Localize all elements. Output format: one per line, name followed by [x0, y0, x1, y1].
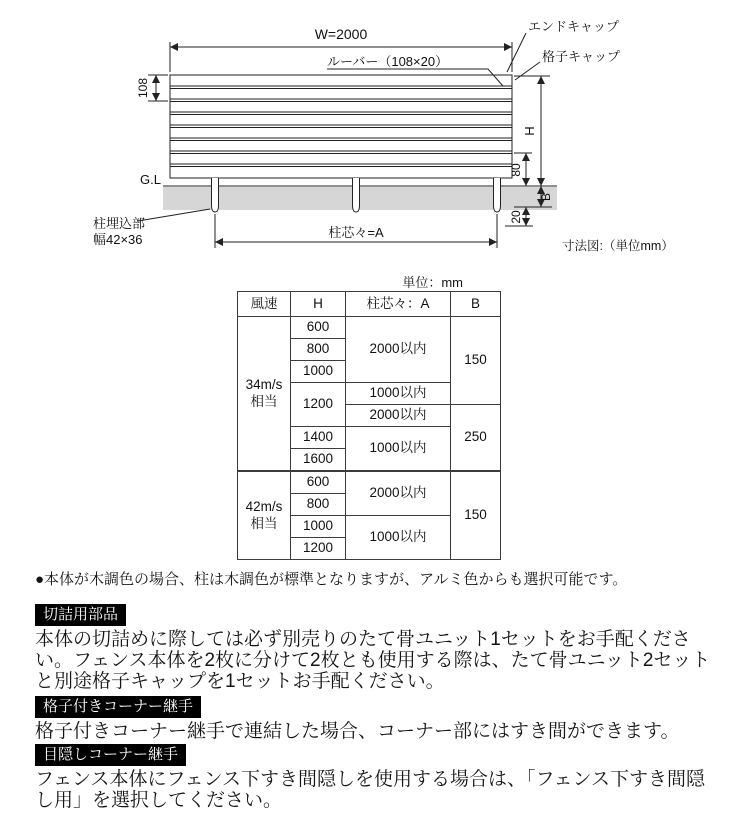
dim-b-label: B	[539, 192, 553, 202]
dim-20-label: 20	[509, 210, 523, 224]
h-cell: 1600	[291, 449, 346, 472]
post	[353, 178, 360, 212]
wind-spec-table	[237, 291, 501, 560]
table-unit-label: 単位：mm	[402, 275, 463, 290]
a-cell: 2000以内	[346, 405, 451, 427]
fence-dimension-diagram	[0, 0, 740, 268]
table-header-row	[238, 292, 501, 317]
h-cell: 600	[291, 471, 346, 494]
col-header-h: H	[291, 292, 346, 317]
spec-table-wrap	[237, 291, 501, 560]
endcap-label: エンドキャップ	[528, 19, 620, 34]
col-header-b: B	[451, 292, 501, 317]
b-cell: 250	[451, 405, 501, 472]
a-cell: 1000以内	[346, 383, 451, 405]
post-pitch-label: 柱芯々=A	[328, 225, 384, 240]
fence-body	[170, 75, 512, 178]
section-title-privacy-corner-joint: 目隠しコーナー継手	[35, 744, 186, 766]
wind-speed-cell: 42m/s相当	[238, 471, 291, 560]
louver-label: ルーバー（108×20）	[327, 54, 449, 69]
post	[494, 178, 501, 212]
section-title-cut-parts: 切詰用部品	[35, 604, 126, 626]
a-cell: 1000以内	[346, 427, 451, 472]
grid-cap-label: 格子キャップ	[542, 49, 621, 64]
b-cell: 150	[451, 471, 501, 560]
ground-level-label: G.L	[140, 172, 161, 187]
a-cell: 1000以内	[346, 516, 451, 560]
h-cell: 1200	[291, 383, 346, 427]
a-cell: 2000以内	[346, 471, 451, 516]
post-embed-label-line2: 幅42×36	[93, 232, 143, 247]
dim-80-label: 80	[509, 163, 523, 177]
h-cell: 1400	[291, 427, 346, 449]
width-dimension-label: W=2000	[314, 26, 368, 42]
a-cell: 2000以内	[346, 317, 451, 383]
post-embed-label-line1: 柱埋込部	[93, 216, 146, 231]
h-cell: 1200	[291, 538, 346, 560]
wind-speed-cell: 34m/s相当	[238, 317, 291, 472]
dim-108-label: 108	[136, 77, 150, 99]
h-cell: 800	[291, 494, 346, 516]
h-cell: 1000	[291, 361, 346, 383]
section-body-privacy-corner-joint: フェンス本体にフェンス下すき間隠しを使用する場合は、「フェンス下すき間隠し用」を選択してください。	[35, 769, 705, 811]
h-cell: 800	[291, 339, 346, 361]
table-row	[238, 317, 501, 339]
scale-note: 寸法図:（単位mm）	[562, 239, 674, 253]
h-cell: 600	[291, 317, 346, 339]
color-note: ●本体が木調色の場合、柱は木調色が標準となりますが、アルミ色からも選択可能です。	[35, 571, 628, 588]
height-dimension-label: H	[522, 126, 537, 136]
h-cell: 1000	[291, 516, 346, 538]
post	[212, 178, 219, 212]
table-row	[238, 471, 501, 494]
section-body-cut-parts: 本体の切詰めに際しては必ず別売りのたて骨ユニット1セットをお手配ください。フェンス本体を2枚に分けて2枚とも使用する際は、たて骨ユニット2セットと別途格子キャップを1セットお手配ください。	[35, 629, 711, 692]
section-title-corner-joint: 格子付きコーナー継手	[35, 696, 201, 718]
b-cell: 150	[451, 317, 501, 405]
col-header-a: 柱芯々：A	[346, 292, 451, 317]
section-body-corner-joint: 格子付きコーナー継手で連結した場合、コーナー部にはすき間ができます。	[35, 721, 680, 742]
col-header-wind: 風速	[238, 292, 291, 317]
